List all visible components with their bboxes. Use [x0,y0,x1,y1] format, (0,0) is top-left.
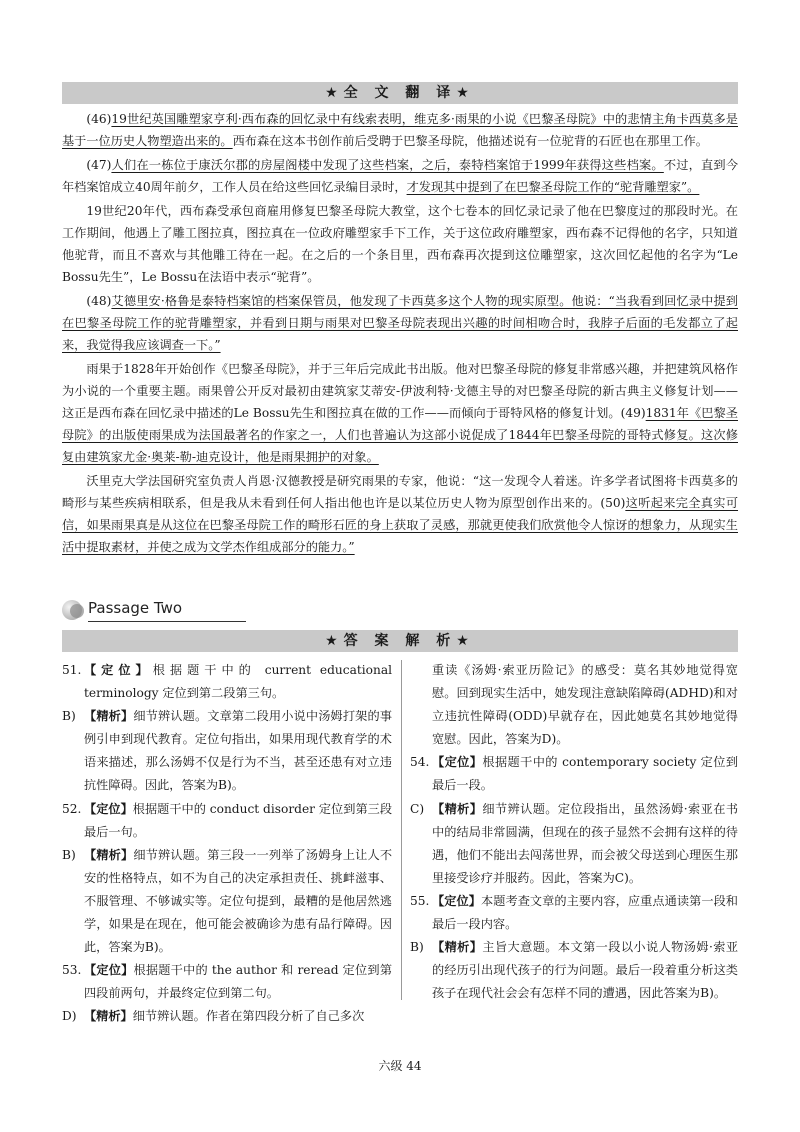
item-text: 细节辨认题。定位段指出，虽然汤姆·索亚在书中的结局非常圆满，但现在的孩子显然不会拥有这样的待遇，他们不能出去闯荡世界，而会被父母送到心理医生那里接受诊疗并服药。因此，答案为C)。 [432,801,739,885]
item-marker: B) [62,847,76,862]
underlined-sentence: 人们在一栋位于康沃尔郡的房屋阁楼中发现了这些档案，之后，泰特档案馆于1999年获得这些档案。 [111,158,664,172]
answer-item [410,659,738,751]
item-tag: 【定位】 [84,663,153,677]
translation-body [62,108,738,560]
item-text: 主旨大意题。本文第一段以小说人物汤姆·索亚的经历引出现代孩子的行为问题。最后一段着重分析这类孩子在现代社会会有怎样不同的遭遇，因此答案为B)。 [432,940,739,1001]
underlined-sentence: 1831年《巴黎圣母院》的出版使雨果成为法国最著名的作家之一，人们也普遍认为这部小说促成了1844年巴黎圣母院的哥特式修复。这次修复由建筑家尤金·奥莱-勒-迪克设计，他是雨果拥护的对象。 [62,406,738,464]
underlined-sentence: 19世纪英国雕塑家亨利·西布森的回忆录中有线索表明，维克多·雨果的小说《巴黎圣母院》中的悲情主角卡西莫多是基于一位历史人物塑造出来的。 [62,112,738,148]
sentence-number: (46) [86,112,112,126]
paragraph-text: 沃里克大学法国研究室负责人肖恩·汉德教授是研究雨果的专家，他说：“这一发现令人着迷。许多学者试图将卡西莫多的畸形与某些疾病相联系，但是我从未看到任何人指出他也许是以某位历史人物为原型创作出来的。 [62,474,738,510]
translation-paragraph-47 [62,154,738,198]
answer-item [62,798,392,844]
item-text: 细节辨认题。作者在第四段分析了自己多次 [132,1009,365,1024]
translation-paragraph-46 [62,108,738,152]
answer-item [410,798,738,890]
item-text: 根据题干中的 conduct disorder 定位到第三段最后一句。 [84,801,393,839]
translation-banner: ★全 文 翻 译★ [62,82,738,104]
item-marker: 51. [62,663,82,677]
item-tag: 【精析】 [432,940,483,955]
answer-item [62,659,392,705]
answer-item [410,890,738,936]
sentence-number: (48) [86,294,112,308]
item-text: 根据题干中的 current educational terminology 定位到第二段第三句。 [84,663,393,701]
item-marker: 55. [410,893,430,908]
item-tag: 【定位】 [84,963,134,978]
answer-item [410,936,738,1005]
column-divider [401,660,402,1000]
item-text: 根据题干中的 the author 和 reread 定位到第四段前两句，并最终定位到第二句。 [84,963,393,1001]
sentence-number: (50) [600,496,626,510]
answer-item [62,959,392,1005]
answer-item [62,705,392,797]
item-marker: C) [410,801,425,816]
item-marker: D) [62,1009,77,1024]
underlined-sentence: 才发现其中提到了在巴黎圣母院工作的“驼背雕塑家”。 [406,180,700,194]
item-text: 根据题干中的 contemporary society 定位到最后一段。 [432,755,739,793]
item-marker: B) [62,709,76,724]
translation-paragraph-48 [62,290,738,356]
translation-paragraph-3: 19世纪20年代，西布森受承包商雇用修复巴黎圣母院大教堂，这个七卷本的回忆录记录了他在巴黎度过的那段时光。在工作期间，他遇上了雕工图拉真，图拉真在一位政府雕塑家手下工作，关于这位政府雕塑家，西布森不记得他的名字，只知道他驼背，而且不喜欢与其他雕工待在一起。在之后的一个条目里，西布森再次提到这位雕塑家，这次回忆起他的名字为“Le Bossu先生”，Le Bossu在法语中表示“驼背”。 [62,204,738,284]
item-marker: 54. [410,755,430,770]
paragraph-text: 西布森在这本书创作前后受聘于巴黎圣母院，他描述说有一位驼背的石匠也在那里工作。 [232,134,708,148]
heading-underline [88,621,246,622]
item-text: 重读《汤姆·索亚历险记》的感受：莫名其妙地觉得宽慰。回到现实生活中，她发现注意缺陷障碍(ADHD)和对立违抗性障碍(ODD)早就存在，因此她莫名其妙地觉得宽慰。因此，答案为D)。 [432,663,738,747]
paragraph-text: 雨果于1828年开始创作《巴黎圣母院》，并于三年后完成此书出版。他对巴黎圣母院的修复非常感兴趣，并把建筑风格作为小说的一个重要主题。雨果曾公开反对最初由建筑家艾蒂安-伊波利特·戈德主导的对巴黎圣母院的新古典主义修复计划——这正是西布森在回忆录中描述的Le Bossu先生和图拉真在做的工作——而倾向于哥特风格的修复计划。 [62,362,738,420]
translation-paragraph-50 [62,470,738,558]
item-text: 细节辨认题。第三段一一列举了汤姆身上让人不安的性格特点，如不为自己的决定承担责任、挑衅滋事、不服管理、不够诚实等。定位句提到，最糟的是他居然逃学，如果是在现在，他可能会被确诊为患有品行障碍。因此，答案为B)。 [84,847,393,955]
item-tag: 【精析】 [84,1009,133,1024]
decorative-circle-icon [70,604,84,618]
answer-item [410,751,738,797]
answers-right-column [410,659,738,1005]
item-marker: 53. [62,963,82,978]
passage-label: Passage Two [88,599,183,617]
paragraph-text: 不过，直到今年档案馆成立40周年前夕，工作人员在给这些回忆录编目录时， [62,158,739,194]
underlined-sentence: 艾德里安·格鲁是泰特档案馆的档案保管员，他发现了卡西莫多这个人物的现实原型。他说：“当我看到回忆录中提到在巴黎圣母院工作的驼背雕塑家，并看到日期与雨果对巴黎圣母院表现出兴趣的时间相吻合时，我脖子后面的毛发都立了起来，我觉得我应该调查一下。” [62,294,738,352]
answer-item [62,1005,392,1028]
translation-paragraph-49 [62,358,738,468]
item-text: 本题考查文章的主要内容，应重点通读第一段和最后一段内容。 [432,893,738,932]
page-number: 六级 44 [378,1059,422,1073]
sentence-number: (49) [620,406,646,420]
passage-heading [62,598,738,622]
item-marker: B) [410,940,424,955]
answers-left-column [62,659,392,1029]
item-marker: 52. [62,801,82,816]
sentence-number: (47) [86,158,112,172]
item-tag: 【定位】 [432,893,481,908]
underlined-sentence: 这听起来完全真实可信，如果雨果真是从这位在巴黎圣母院工作的畸形石匠的身上获取了灵感，那就更使我们欣赏他令人惊讶的想象力，从现实生活中提取素材，并使之成为文学杰作组成部分的能力。” [62,496,739,554]
answer-item [62,844,392,959]
item-tag: 【定位】 [84,801,133,816]
item-tag: 【精析】 [84,709,134,724]
item-tag: 【精析】 [84,847,134,862]
item-tag: 【精析】 [432,801,483,816]
item-text: 细节辨认题。文章第二段用小说中汤姆打架的事例引申到现代教育。定位句指出，如果用现代教育学的术语来描述，那么汤姆不仅是行为不当，甚至还患有对立违抗性障碍。因此，答案为B)。 [84,709,393,793]
answers-banner: ★答 案 解 析★ [62,630,738,652]
item-tag: 【定位】 [432,755,483,770]
